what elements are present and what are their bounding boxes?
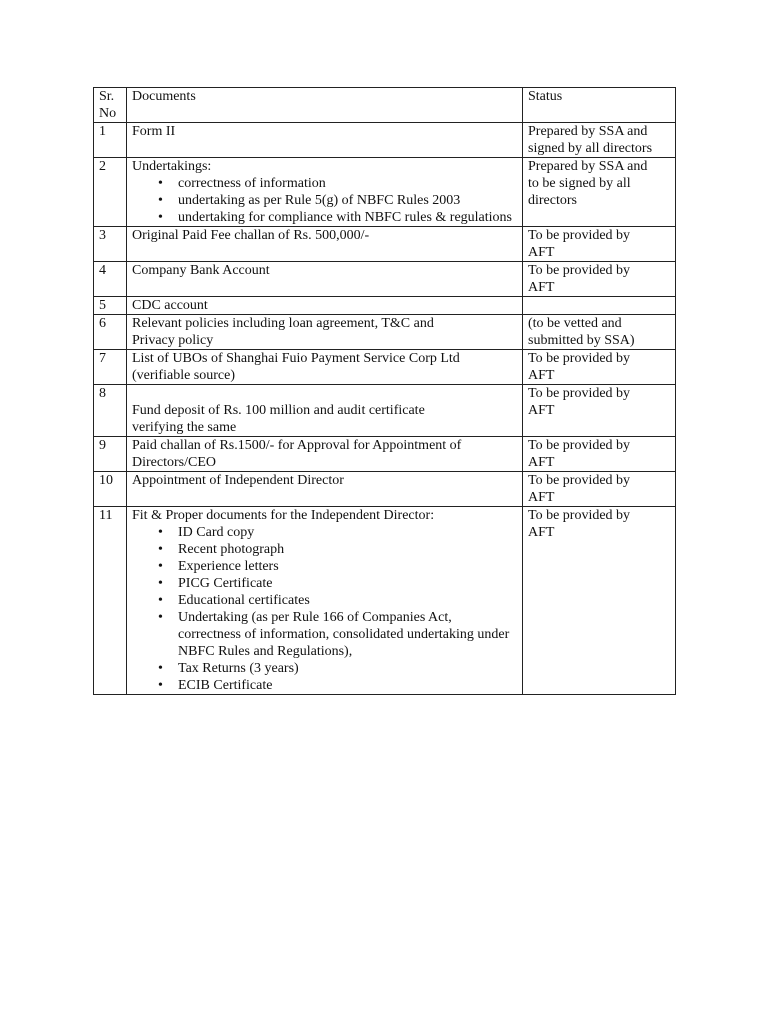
table-header-row <box>94 88 676 123</box>
bullet-item: • Educational certificates <box>178 592 517 609</box>
table-row <box>94 227 676 262</box>
row-status: To be provided by AFT <box>523 507 676 695</box>
row-sr: 3 <box>94 227 127 262</box>
row-sr: 5 <box>94 297 127 315</box>
row-status: To be provided by AFT <box>523 385 676 437</box>
bullet-item: • Recent photograph <box>178 541 517 558</box>
row-sr: 6 <box>94 315 127 350</box>
table-row <box>94 315 676 350</box>
row-document: Paid challan of Rs.1500/- for Approval for Appointment of Directors/CEO <box>127 437 523 472</box>
row-document-heading: Undertakings: <box>132 159 212 174</box>
table-row <box>94 158 676 227</box>
table-row <box>94 385 676 437</box>
row-status: Prepared by SSA and to be signed by all directors <box>523 158 676 227</box>
row-document-heading: Fit & Proper documents for the Independent Director: <box>132 508 435 523</box>
table-row <box>94 507 676 695</box>
row-status: To be provided by AFT <box>523 227 676 262</box>
row-status: To be provided by AFT <box>523 350 676 385</box>
row-document: Original Paid Fee challan of Rs. 500,000/- <box>127 227 523 262</box>
row-status: Prepared by SSA and signed by all directors <box>523 123 676 158</box>
row-status: (to be vetted and submitted by SSA) <box>523 315 676 350</box>
documents-table <box>93 87 676 695</box>
row-status <box>523 297 676 315</box>
row-status: To be provided by AFT <box>523 262 676 297</box>
row-status: To be provided by AFT <box>523 437 676 472</box>
row-document: Fund deposit of Rs. 100 million and audit certificate verifying the same <box>127 385 523 437</box>
row-sr: 10 <box>94 472 127 507</box>
row-document <box>127 507 523 695</box>
bullet-item: • Experience letters <box>178 558 517 575</box>
bullet-item: • Undertaking (as per Rule 166 of Companies Act, correctness of information, consolidated undertaking under NBFC Rules and Regulations), <box>178 609 517 660</box>
row-document: Form II <box>127 123 523 158</box>
bullet-item: • ECIB Certificate <box>178 677 517 694</box>
header-status: Status <box>523 88 676 123</box>
row-document <box>127 158 523 227</box>
row-sr: 9 <box>94 437 127 472</box>
bullet-item: • correctness of information <box>178 175 517 192</box>
row-document: Appointment of Independent Director <box>127 472 523 507</box>
header-sr-no: Sr. No <box>94 88 127 123</box>
bullet-item: • Tax Returns (3 years) <box>178 660 517 677</box>
row-document: Company Bank Account <box>127 262 523 297</box>
row-document: Relevant policies including loan agreement, T&C and Privacy policy <box>127 315 523 350</box>
row-sr: 7 <box>94 350 127 385</box>
bullet-item: • undertaking for compliance with NBFC rules & regulations <box>178 209 517 226</box>
table-row <box>94 123 676 158</box>
table-row <box>94 297 676 315</box>
table-row <box>94 350 676 385</box>
row-sr: 1 <box>94 123 127 158</box>
table-row <box>94 437 676 472</box>
row-sr: 4 <box>94 262 127 297</box>
table-row <box>94 472 676 507</box>
row-sr: 8 <box>94 385 127 437</box>
bullet-item: • undertaking as per Rule 5(g) of NBFC Rules 2003 <box>178 192 517 209</box>
header-documents: Documents <box>127 88 523 123</box>
row-document: CDC account <box>127 297 523 315</box>
row-sr: 2 <box>94 158 127 227</box>
row-status: To be provided by AFT <box>523 472 676 507</box>
bullet-list <box>132 175 517 226</box>
bullet-list <box>132 524 517 694</box>
table-row <box>94 262 676 297</box>
bullet-item: • PICG Certificate <box>178 575 517 592</box>
row-sr: 11 <box>94 507 127 695</box>
row-document: List of UBOs of Shanghai Fuio Payment Service Corp Ltd (verifiable source) <box>127 350 523 385</box>
bullet-item: • ID Card copy <box>178 524 517 541</box>
